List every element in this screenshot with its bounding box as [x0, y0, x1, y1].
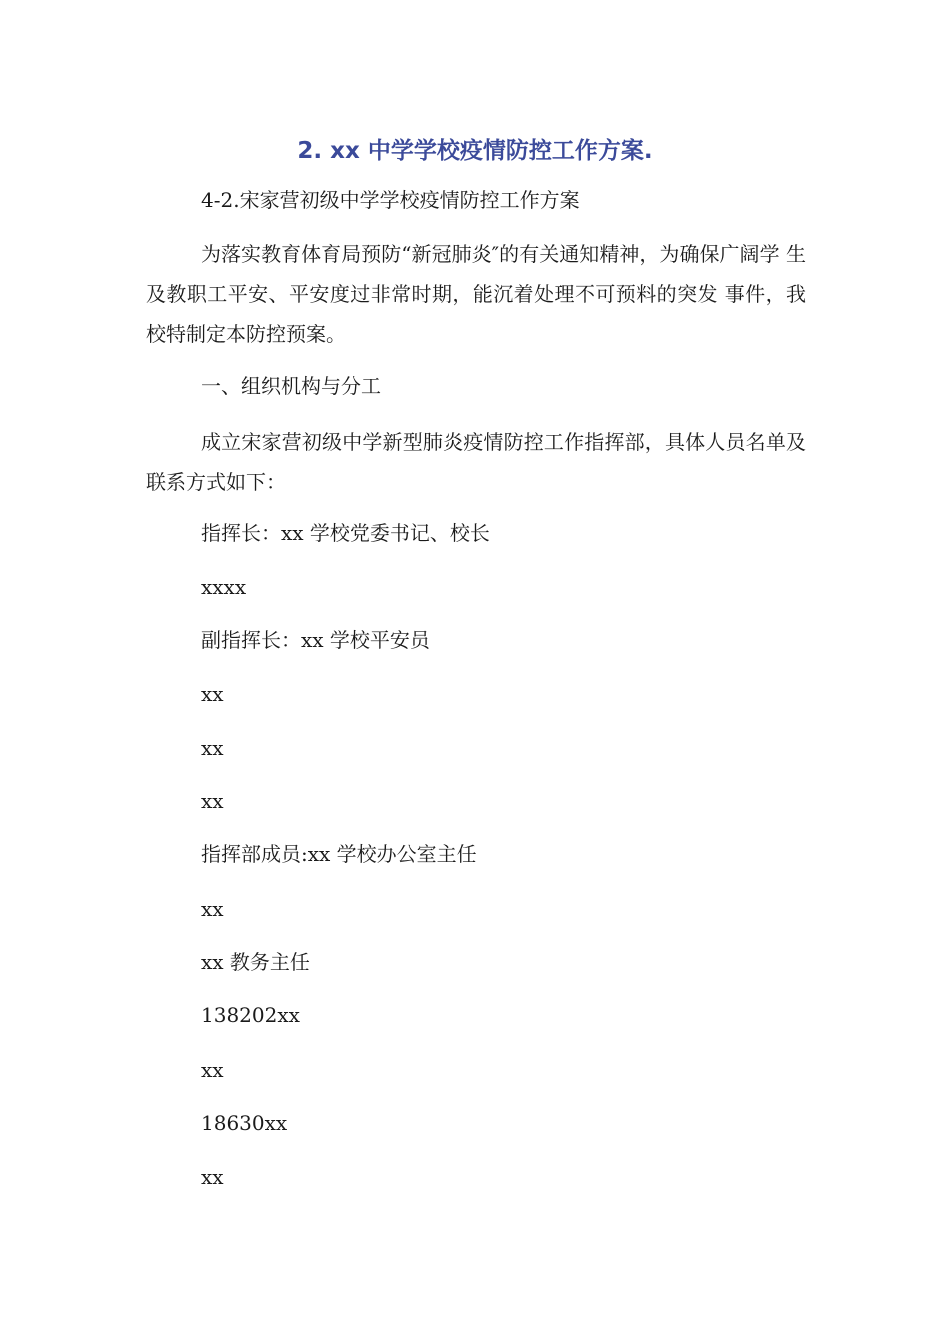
roster-line: xx — [201, 897, 224, 921]
document-subtitle: 4-2.宋家营初级中学学校疫情防控工作方案 — [201, 188, 580, 212]
document-title: 2. xx 中学学校疫情防控工作方案. — [297, 138, 653, 164]
roster-line: xx — [201, 682, 224, 706]
roster-line: xxxx — [201, 575, 247, 599]
roster-line: xx 教务主任 — [201, 950, 310, 974]
roster-line: xx — [201, 736, 224, 760]
roster-line: 18630xx — [201, 1111, 288, 1135]
roster-line: 副指挥长：xx 学校平安员 — [201, 628, 430, 652]
roster-line: xx — [201, 789, 224, 813]
roster-line: xx — [201, 1058, 224, 1082]
section-heading: 一、组织机构与分工 — [201, 374, 381, 398]
roster-line: 指挥部成员:xx 学校办公室主任 — [201, 842, 477, 866]
intro-paragraph: 为落实教育体育局预防“新冠肺炎″的有关通知精神，为确保广阔学 生及教职工平安、平安度过非常时期，能沉着处理不可预料的突发 事件，我校特制定本防控预案。 — [146, 242, 806, 346]
roster-line: xx — [201, 1165, 224, 1189]
section-paragraph: 成立宋家营初级中学新型肺炎疫情防控工作指挥部，具体人员名单及联系方式如下： — [146, 430, 806, 494]
roster-line: 指挥长：xx 学校党委书记、校长 — [201, 521, 490, 545]
roster-line: 138202xx — [201, 1003, 300, 1027]
